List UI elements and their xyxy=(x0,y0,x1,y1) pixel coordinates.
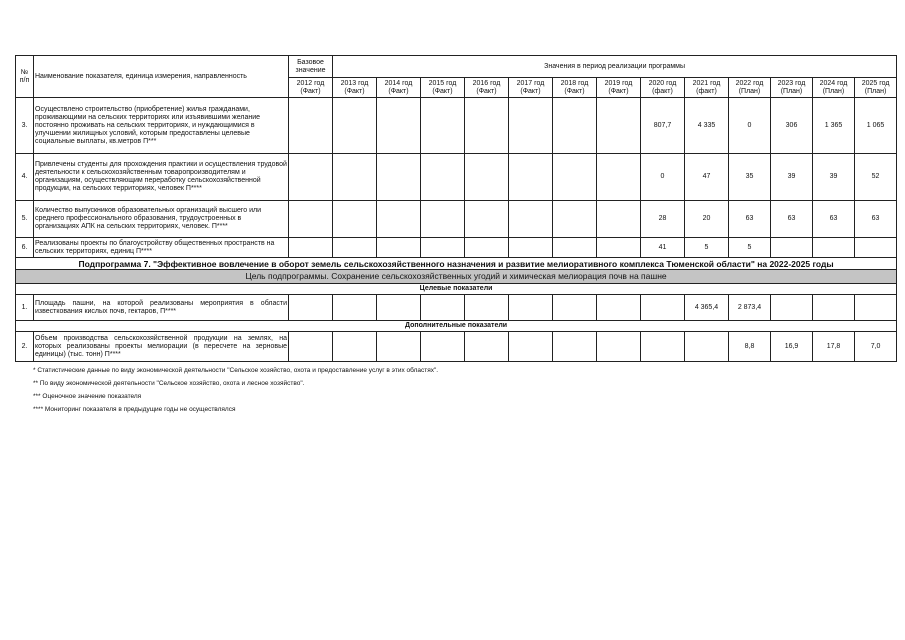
footnotes xyxy=(33,367,853,419)
value-cell: 0 xyxy=(729,98,771,154)
year-header: 2024 год (План) xyxy=(813,78,855,98)
value-cell: 35 xyxy=(729,154,771,201)
value-cell xyxy=(333,332,377,362)
value-cell: 63 xyxy=(729,201,771,238)
row-num: 3. xyxy=(16,98,34,154)
year-header: 2012 год (Факт) xyxy=(289,78,333,98)
value-cell xyxy=(421,295,465,321)
year-header: 2014 год (Факт) xyxy=(377,78,421,98)
year-header: 2018 год (Факт) xyxy=(553,78,597,98)
subprogram-title-row xyxy=(16,258,897,270)
value-cell xyxy=(813,295,855,321)
row-num: 2. xyxy=(16,332,34,362)
value-cell: 52 xyxy=(855,154,897,201)
subprogram-title: Подпрограмма 7. "Эффективное вовлечение в оборот земель сельскохозяйственного назначения и развитие мелиоративного комплекса Тюменской области" на 2022-2025 годы xyxy=(16,258,897,270)
table-row xyxy=(16,201,897,238)
value-cell xyxy=(377,98,421,154)
row-num: 4. xyxy=(16,154,34,201)
table-row xyxy=(16,295,897,321)
value-cell: 28 xyxy=(641,201,685,238)
indicators-table xyxy=(15,55,897,362)
footnote: ** По виду экономической деятельности "Сельское хозяйство, охота и лесное хозяйство". xyxy=(33,380,305,387)
value-cell xyxy=(289,201,333,238)
target-indicators-header-row xyxy=(16,284,897,295)
value-cell: 1 065 xyxy=(855,98,897,154)
footnote: *** Оценочное значение показателя xyxy=(33,393,142,400)
value-cell xyxy=(597,98,641,154)
value-cell xyxy=(509,201,553,238)
value-cell: 17,8 xyxy=(813,332,855,362)
value-cell xyxy=(553,154,597,201)
value-cell xyxy=(553,201,597,238)
value-cell xyxy=(421,238,465,258)
value-cell xyxy=(289,154,333,201)
extra-indicators-header: Дополнительные показатели xyxy=(16,321,897,332)
value-cell xyxy=(421,332,465,362)
value-cell xyxy=(333,238,377,258)
value-cell: 5 xyxy=(729,238,771,258)
indicator-name: Количество выпускников образовательных организаций высшего или среднего профессионального образования, трудоустроенных в организациях АПК на сельских территориях, человек. П**** xyxy=(34,201,289,238)
year-header: 2023 год (План) xyxy=(771,78,813,98)
value-cell xyxy=(509,332,553,362)
value-cell: 7,0 xyxy=(855,332,897,362)
year-header: 2016 год (Факт) xyxy=(465,78,509,98)
header-base: Базовое значение xyxy=(289,56,333,78)
extra-indicators-header-row xyxy=(16,321,897,332)
indicator-name: Реализованы проекты по благоустройству общественных пространств на сельских территориях, единиц П**** xyxy=(34,238,289,258)
header-period: Значения в период реализации программы xyxy=(333,56,897,78)
value-cell xyxy=(597,295,641,321)
row-num: 1. xyxy=(16,295,34,321)
value-cell: 63 xyxy=(813,201,855,238)
value-cell xyxy=(465,332,509,362)
table-row xyxy=(16,238,897,258)
year-header: 2015 год (Факт) xyxy=(421,78,465,98)
value-cell xyxy=(855,238,897,258)
value-cell xyxy=(465,238,509,258)
year-header: 2021 год (факт) xyxy=(685,78,729,98)
value-cell xyxy=(509,154,553,201)
year-header: 2017 год (Факт) xyxy=(509,78,553,98)
value-cell xyxy=(465,98,509,154)
table-row xyxy=(16,98,897,154)
value-cell xyxy=(509,295,553,321)
value-cell xyxy=(509,238,553,258)
value-cell xyxy=(553,238,597,258)
value-cell: 39 xyxy=(771,154,813,201)
header-num: № п/п xyxy=(16,56,34,98)
value-cell: 4 335 xyxy=(685,98,729,154)
value-cell xyxy=(421,98,465,154)
value-cell xyxy=(771,295,813,321)
value-cell xyxy=(333,98,377,154)
value-cell xyxy=(377,332,421,362)
value-cell xyxy=(553,98,597,154)
subprogram-goal: Цель подпрограммы. Сохранение сельскохозяйственных угодий и химическая мелиорация почв на пашне xyxy=(16,270,897,284)
value-cell: 0 xyxy=(641,154,685,201)
value-cell: 4 365,4 xyxy=(685,295,729,321)
value-cell xyxy=(421,154,465,201)
value-cell xyxy=(685,332,729,362)
value-cell xyxy=(771,238,813,258)
indicator-name: Объем производства сельскохозяйственной продукции на землях, на которых реализованы проекты мелиорации (в пересчете на зерновые единицы) (тыс. тонн) П**** xyxy=(34,332,289,362)
value-cell xyxy=(465,154,509,201)
value-cell xyxy=(597,201,641,238)
target-indicators-header: Целевые показатели xyxy=(16,284,897,295)
value-cell: 63 xyxy=(855,201,897,238)
value-cell xyxy=(597,332,641,362)
footnote: * Статистические данные по виду экономической деятельности "Сельское хозяйство, охота и предоставление услуг в этих областях". xyxy=(33,367,439,374)
header-name: Наименование показателя, единица измерения, направленность xyxy=(34,56,289,98)
value-cell xyxy=(289,238,333,258)
value-cell xyxy=(813,238,855,258)
subprogram-goal-row xyxy=(16,270,897,284)
value-cell: 16,9 xyxy=(771,332,813,362)
value-cell: 63 xyxy=(771,201,813,238)
indicator-name: Площадь пашни, на которой реализованы мероприятия в области известкования кислых почв, гектаров, П**** xyxy=(34,295,289,321)
row-num: 6. xyxy=(16,238,34,258)
value-cell: 39 xyxy=(813,154,855,201)
year-header: 2013 год (Факт) xyxy=(333,78,377,98)
value-cell xyxy=(421,201,465,238)
year-header: 2020 год (факт) xyxy=(641,78,685,98)
value-cell: 8,8 xyxy=(729,332,771,362)
indicator-name: Осуществлено строительство (приобретение) жилья гражданами, проживающими на сельских территориях или изъявившими желание постоянно проживать на сельских территориях, и нуждающимися в улучшении жилищных условий, которым предоставлены целевые социальные выплаты, кв.метров П*** xyxy=(34,98,289,154)
value-cell xyxy=(597,238,641,258)
footnote: **** Мониторинг показателя в предыдущие годы не осуществлялся xyxy=(33,406,236,413)
value-cell: 41 xyxy=(641,238,685,258)
value-cell xyxy=(465,201,509,238)
value-cell: 5 xyxy=(685,238,729,258)
value-cell: 807,7 xyxy=(641,98,685,154)
value-cell xyxy=(377,154,421,201)
value-cell xyxy=(333,201,377,238)
value-cell xyxy=(289,295,333,321)
value-cell xyxy=(553,332,597,362)
year-header: 2025 год (План) xyxy=(855,78,897,98)
value-cell xyxy=(597,154,641,201)
value-cell xyxy=(377,201,421,238)
value-cell xyxy=(289,332,333,362)
value-cell xyxy=(855,295,897,321)
value-cell: 47 xyxy=(685,154,729,201)
table-row xyxy=(16,332,897,362)
value-cell xyxy=(553,295,597,321)
value-cell: 1 365 xyxy=(813,98,855,154)
year-header: 2019 год (Факт) xyxy=(597,78,641,98)
value-cell xyxy=(641,332,685,362)
value-cell xyxy=(465,295,509,321)
value-cell xyxy=(509,98,553,154)
value-cell: 306 xyxy=(771,98,813,154)
value-cell xyxy=(289,98,333,154)
value-cell xyxy=(641,295,685,321)
value-cell xyxy=(377,238,421,258)
year-header: 2022 год (План) xyxy=(729,78,771,98)
value-cell xyxy=(377,295,421,321)
indicator-name: Привлечены студенты для прохождения практики и осуществления трудовой деятельности к сельскохозяйственным товаропроизводителям и организациям, осуществляющим переработку сельскохозяйственной продукции, на сельских территориях, человек П**** xyxy=(34,154,289,201)
table-row xyxy=(16,154,897,201)
value-cell xyxy=(333,154,377,201)
value-cell: 2 873,4 xyxy=(729,295,771,321)
value-cell: 20 xyxy=(685,201,729,238)
row-num: 5. xyxy=(16,201,34,238)
value-cell xyxy=(333,295,377,321)
